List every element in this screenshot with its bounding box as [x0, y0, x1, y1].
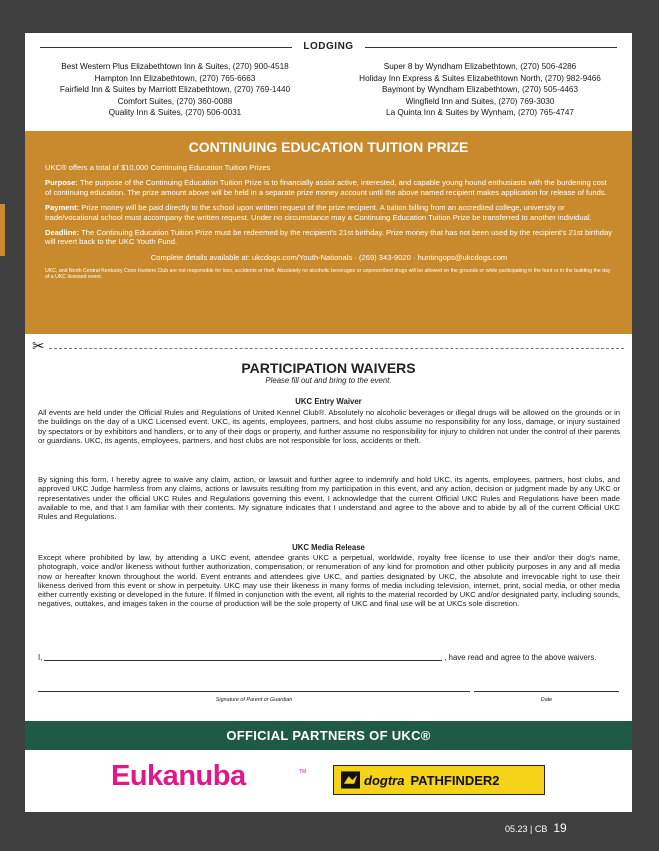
prize-payment — [45, 203, 613, 222]
name-line — [38, 653, 626, 662]
hotel-name: Wingfield Inn and Suites — [405, 96, 494, 106]
prize-purpose — [45, 178, 613, 197]
payment-text: Prize money will be paid directly to the school upon written request of the prize recipient. A tuition billing from an accredited college, university or trade/vocational school must accompany the written request. Under no circumstance may a Continuing Education Tuition Prize be transferred to another individual. — [45, 203, 592, 222]
cut-line — [49, 348, 624, 349]
lodging-item: Best Western Plus Elizabethtown Inn & Suites, (270) 900-4518 — [61, 62, 289, 71]
lodging-title: LODGING — [303, 41, 354, 52]
dogtra-wordmark: dogtra — [364, 772, 405, 788]
issue-label: 05.23 | CB — [505, 824, 548, 834]
hotel-phone: (270) 769-3030 — [498, 96, 555, 106]
hotel-name: Best Western Plus Elizabethtown Inn & Suites — [61, 62, 229, 71]
hotel-phone: (270) 506-0031 — [185, 108, 242, 117]
eukanuba-trademark: TM — [299, 769, 307, 775]
lodging-item: Comfort Suites, (270) 360-0088 — [117, 96, 233, 106]
lodging-item: Fairfield Inn & Suites by Marriott Elizabethtown, (270) 769-1440 — [59, 85, 291, 94]
deadline-text: The Continuing Education Tuition Prize must be redeemed by the recipient's 21st birthday. Prize money that has not been used by the recipient's 21st birthday will revert back to the UKC Youth Fund. — [45, 228, 612, 247]
partners-banner: OFFICIAL PARTNERS OF UKC® — [25, 721, 632, 750]
name-prefix: I, — [38, 653, 43, 662]
entry-waiver-heading: UKC Entry Waiver — [295, 397, 362, 406]
prize-deadline — [45, 228, 613, 247]
hotel-name: Hampton Inn Elizabethtown — [94, 73, 195, 83]
scissors-icon: ✂ — [32, 338, 45, 355]
waiver-title: PARTICIPATION WAIVERS — [241, 360, 416, 376]
dogtra-pathfinder-logo — [333, 765, 545, 795]
prize-title: CONTINUING EDUCATION TUITION PRIZE — [188, 139, 469, 155]
lodging-item: La Quinta Inn & Suites by Wynham, (270) 765-4747 — [386, 108, 574, 117]
payment-label: Payment: — [45, 203, 80, 213]
hotel-phone: (270) 765-4747 — [517, 108, 574, 117]
page-footer — [505, 821, 567, 835]
purpose-text: The purpose of the Continuing Education Tuition Prize is to financially assist active, interested, and capable young hound enthusiasts with the burdening cost of continuing education. The prize amount above will be held in a separate prize money account until the above named recipient makes application for release of funds. — [45, 178, 607, 197]
lodging-item: Super 8 by Wyndham Elizabethtown, (270) 506-4286 — [383, 62, 577, 71]
date-field[interactable] — [474, 691, 619, 692]
entry-waiver-paragraph: All events are held under the Official Rules and Regulations of United Kennel Club®. Absolutely no alcoholic beverages or illegal drugs will be allowed on the grounds or in the buildings on the day of a UKC Licensed event. UKC, its agents, employees, partners, and host clubs assume no responsibility for any loss, damage, or injury sustained by spectators or by exhibitors and handlers, or to any of their dogs or property, and further assume no responsibility for injury to children not under the control of their parents or guardians. UKC, its agents, employees, partners, and host clubs are not responsible for loss, accidents or theft. — [38, 408, 620, 445]
lodging-item: Holiday Inn Express & Suites Elizabethtown North, (270) 982-9466 — [359, 73, 601, 83]
page-number: 19 — [553, 821, 567, 835]
prize-contact: Complete details available at: ukcdogs.com/Youth-Nationals · (269) 343-9020 · huntingops@ukcdogs.com — [150, 252, 508, 262]
hotel-phone: (270) 900-4518 — [232, 62, 289, 71]
hotel-phone: (270) 505-4463 — [522, 85, 579, 94]
prize-fine-print: UKC, and North Central Kentucky Coon Hunters Club are not responsible for loss, accidents or theft. Absolutely no alcoholic beverages or unprescribed drugs will be allowed on the grounds or while participating in the hunt or in the building the day of a UKC licensed event. — [45, 268, 611, 281]
lodging-item: Hampton Inn Elizabethtown, (270) 765-6663 — [94, 73, 256, 83]
lodging-list-left — [30, 61, 320, 119]
hotel-phone: (270) 982-9466 — [544, 73, 601, 83]
eukanuba-logo: Eukanuba — [111, 760, 246, 792]
hotel-phone: (270) 765-6663 — [199, 73, 256, 83]
hotel-name: Baymont by Wyndham Elizabethtown — [381, 85, 518, 94]
hotel-name: Quality Inn & Suites — [108, 108, 181, 117]
waiver-subtitle: Please fill out and bring to the event. — [265, 376, 392, 385]
divider — [365, 47, 617, 48]
hotel-phone: (270) 506-4286 — [520, 62, 577, 71]
media-release-heading: UKC Media Release — [292, 543, 365, 552]
hotel-name: Fairfield Inn & Suites by Marriott Elizabethtown — [59, 85, 230, 94]
lodging-item: Quality Inn & Suites, (270) 506-0031 — [108, 108, 242, 117]
page — [25, 33, 632, 812]
purpose-label: Purpose: — [45, 178, 78, 188]
signature-field[interactable] — [38, 691, 470, 692]
pathfinder-wordmark: PATHFINDER2 — [410, 772, 500, 788]
tuition-prize-box — [25, 131, 632, 334]
signature-label: Signature of Parent or Guardian — [215, 697, 293, 703]
lodging-item: Wingfield Inn and Suites, (270) 769-3030 — [405, 96, 555, 106]
hotel-phone: (270) 360-0088 — [176, 96, 233, 106]
hotel-phone: (270) 769-1440 — [234, 85, 291, 94]
prize-body — [45, 163, 613, 287]
dogtra-icon — [341, 771, 360, 789]
hotel-name: Holiday Inn Express & Suites Elizabethtown North — [359, 73, 541, 83]
edge-tab — [0, 204, 5, 256]
prize-intro: UKC® offers a total of $10,000 Continuing Education Tuition Prizes — [45, 163, 271, 172]
entry-waiver-agreement: By signing this form, I hereby agree to waive any claim, action, or lawsuit and further agree to indemnify and hold UKC, its agents, employees, partners, host clubs, and approved UKC Judge harmless from any claims, actions or lawsuits resulting from my participation in this event, and any action, decision or judgment made by any UKC or representatives under the official UKC Rules and Regulations governing this event. I acknowledge that the current Official UKC Rules and Regulations have been made available to me, and that I am familiar with their contents. My signature indicates that I understand and agree to the above and to abide by all of the current Official UKC Rules and Regulations. — [38, 475, 620, 522]
hotel-name: Super 8 by Wyndham Elizabethtown — [383, 62, 516, 71]
date-label: Date — [540, 697, 553, 703]
lodging-item: Baymont by Wyndham Elizabethtown, (270) 505-4463 — [381, 85, 579, 94]
hotel-name: Comfort Suites — [117, 96, 172, 106]
name-field[interactable] — [44, 660, 442, 661]
hotel-name: La Quinta Inn & Suites by Wynham — [386, 108, 514, 117]
deadline-label: Deadline: — [45, 228, 80, 238]
lodging-list-right — [335, 61, 625, 119]
name-suffix: , have read and agree to the above waivers. — [444, 653, 597, 662]
media-release-paragraph: Except where prohibited by law, by attending a UKC event, attendee grants UKC a perpetual, worldwide, royalty free license to use their and/or their dog's name, photograph, voice and/or likeness without further authorization, compensation, or renumeration of any kind for promotion and other publicity purposes in any and all media now or hereafter known throughout the world. Event entrants and attendees give UKC, and parties designated by UKC, the absolute and irrevocable right to use their likeness derived from this event or show in perpetuity. UKC may use their likeness in many forms of media including television, internet, print, social media, or other media either currently existing or developed in the future. If filmed in conjunction with the event, all rights to the material recorded by UKC and/or designated party, including sounds, negatives, outtakes, and images taken in the course of production will be the sole property of UKC and final use will be at UKCs sole discretion. — [38, 553, 620, 609]
